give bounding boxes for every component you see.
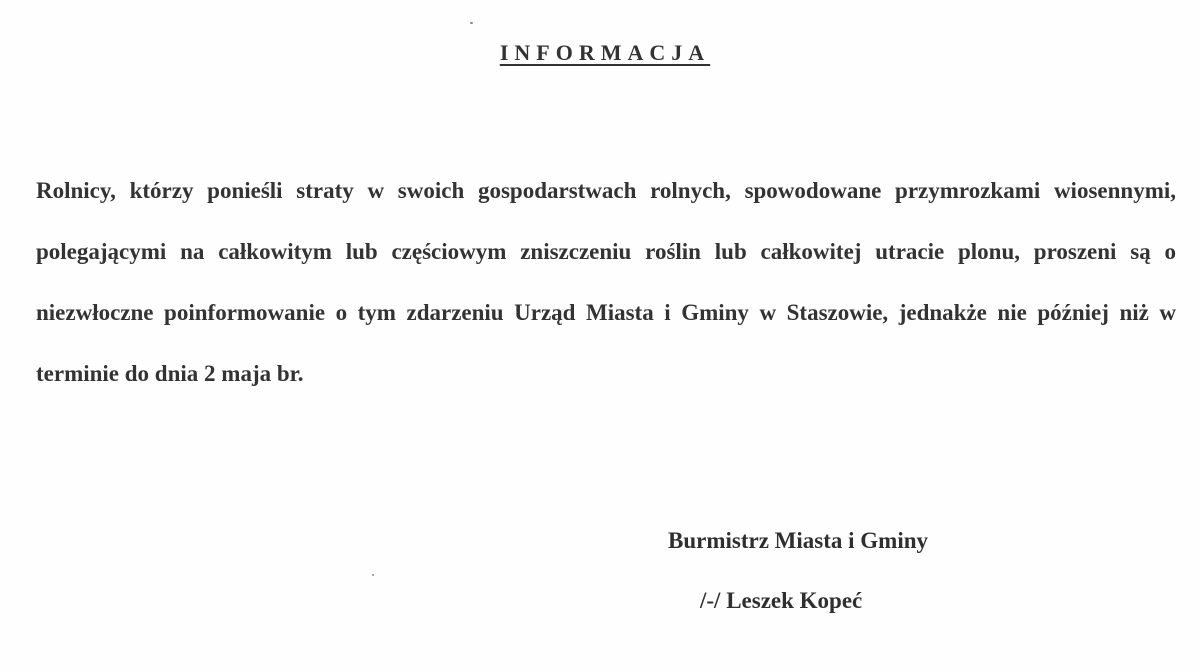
signature-name: /-/ Leszek Kopeć (700, 588, 863, 613)
scan-speck (470, 22, 473, 24)
document-title: INFORMACJA (499, 40, 711, 65)
scan-speck (372, 574, 374, 576)
document-body: Rolnicy, którzy ponieśli straty w swoich gospodarstwach rolnych, spowodowane przymrozkami wiosennymi, polegającymi na całkowitym lub częściowym zniszczeniu roślin lub całkowitej utracie plonu, proszeni są o niezwłoczne poinformowanie o tym zdarzeniu Urząd Miasta i Gminy w Staszowie, jednakże nie później niż w terminie do dnia 2 maja br. (36, 178, 1176, 386)
signature-title: Burmistrz Miasta i Gminy (668, 528, 928, 553)
